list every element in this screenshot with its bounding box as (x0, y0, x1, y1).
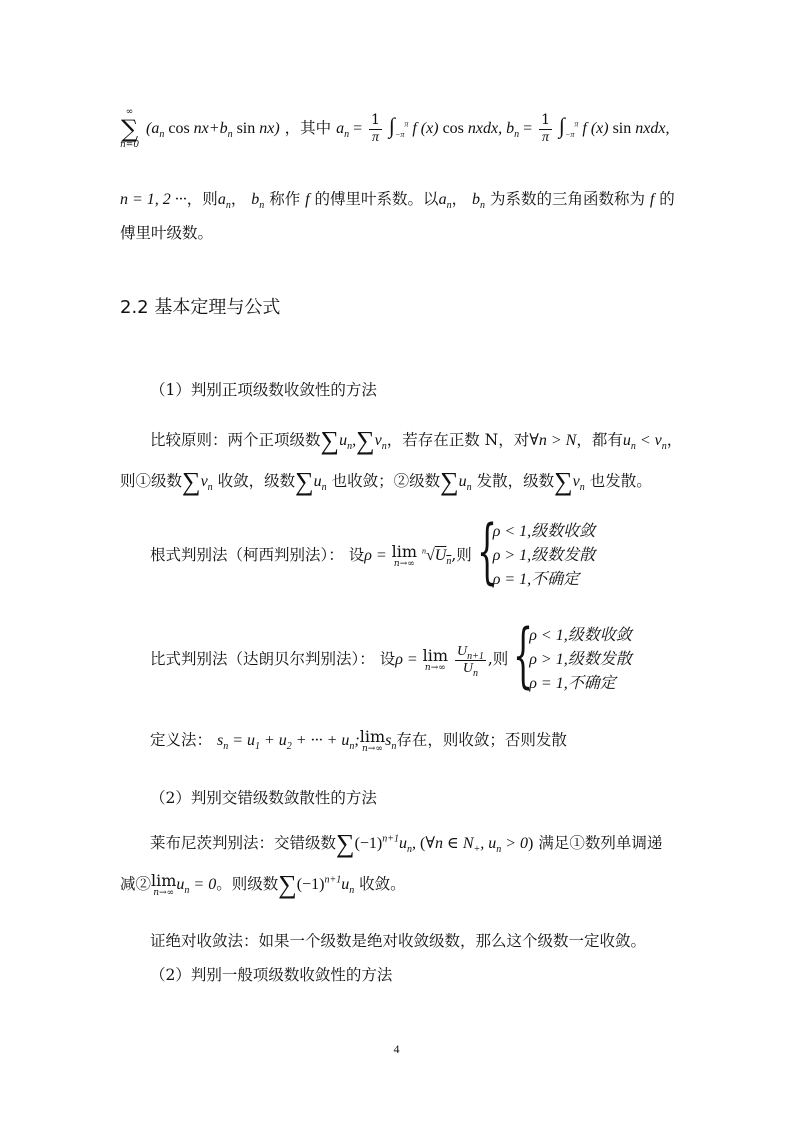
sum-symbol: ∞ ∑ n=0 (120, 107, 140, 150)
ratio-test: 比式判别法（达朗贝尔判别法）： 设ρ = lim n→∞ $\frac{U_{n+1}}{U_n}$ ,则 { ρ < 1,级数收敛 ρ > 1,级数发散 ρ = 1,不确定 (150, 614, 632, 696)
root-test: 根式判别法（柯西判别法）： 设ρ = lim n→∞ $^n√U_n$,则 { ρ < 1,级数收敛 ρ > 1,级数发散 ρ = 1,不确定 (150, 510, 596, 592)
leibniz-line-2: 减② lim n→∞ $u_n = 0$。则级数$\sum(-1)^{n+1}u_n$ 收敛。 (120, 870, 406, 899)
section-heading: 2.2 基本定理与公式 (120, 297, 281, 318)
definition-method: 定义法： $s_n = u_1 + u_2$ + ··· + $u_n$; lim n→∞ $s_n$存在，则收敛；否则发散 (150, 726, 567, 754)
fourier-series-end: 傅里叶级数。 (120, 224, 214, 242)
subsection-2-title: （2）判别交错级数敛散性的方法 (150, 789, 377, 807)
page-number: 4 (393, 1042, 400, 1056)
absolute-convergence: 证绝对收敛法：如果一个级数是绝对收敛级数，那么这个级数一定收敛。 (150, 932, 647, 950)
leibniz-line-1: 莱布尼茨判别法：交错级数$\sum(-1)^{n+1}u_n$, (∀n ∈ $N_+$, $u_n > 0$) 满足①数列单调递 (150, 829, 663, 858)
ratio-cases: { ρ < 1,级数收敛 ρ > 1,级数发散 ρ = 1,不确定 (513, 614, 632, 696)
root-cases: { ρ < 1,级数收敛 ρ > 1,级数发散 ρ = 1,不确定 (476, 510, 596, 592)
comparison-line-1: 比较原则：两个正项级数$\sum u_n,\sum v_n$，若存在正数 N，对∀n > N，都有$u_n < v_n$， (150, 426, 683, 455)
qizhong-text: ，其中 (284, 119, 332, 137)
subsection-1-title: （1）判别正项级数收敛性的方法 (150, 381, 377, 399)
fourier-coef-line: n = 1, 2 ···，则$a_n$， $b_n$ 称作 f 的傅里叶系数。以$a_n$， $b_n$ 为系数的三角函数称为 f 的 (120, 190, 675, 212)
fourier-series-line: ∞ ∑ n=0 ($a_n$ $\cos nx+b_n$ sin nx) ，其中 $a_n$ = $\frac{1}{\pi}$ $\int_{-\pi}^\pi$ f (x) cos nxdx, $b_n$ = $\frac{1}{\pi}$ $\int_{-\pi}^\pi$ f (x) sin nxdx, (120, 107, 670, 150)
comparison-line-2: 则①级数$\sum v_n$ 收敛，级数$\sum u_n$ 也收敛；②级数$\sum u_n$ 发散，级数$\sum v_n$ 也发散。 (120, 467, 652, 496)
subsection-3-title: （2）判别一般项级数收敛性的方法 (150, 966, 393, 984)
